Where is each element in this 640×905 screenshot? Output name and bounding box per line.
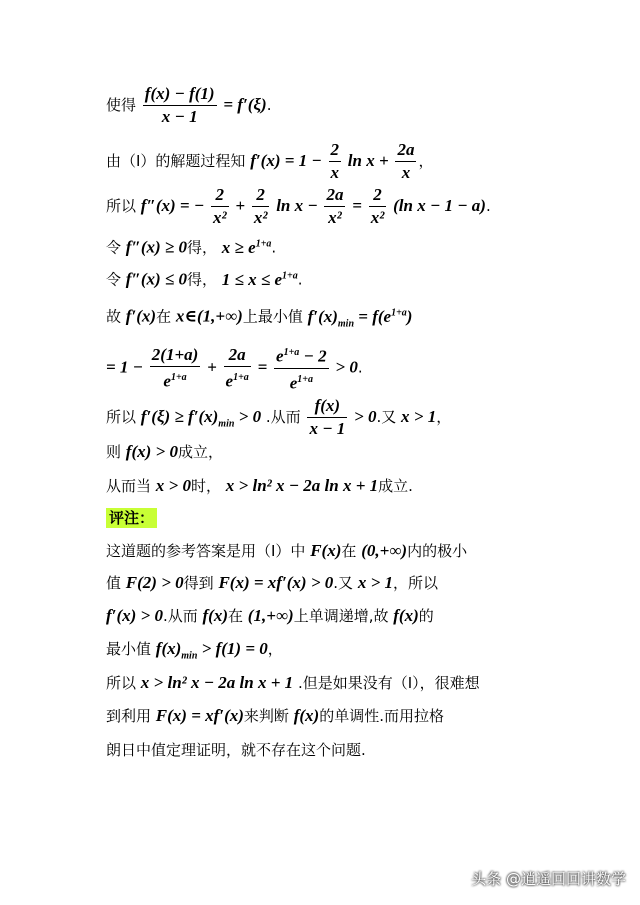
- line-6: 故 f′(x)在 x∈(1,+∞)上最小值 $f'(x)_{min} = f(e^{1+a})$: [106, 306, 413, 330]
- line-9: 则 f(x) > 0成立，: [106, 442, 223, 461]
- line-2: 由（Ⅰ）的解题过程知 f′(x) = 1 − $\frac{2}{x}$ ln x + $\frac{2a}{x}$ ，: [106, 140, 434, 182]
- line-5: 令 f″(x) ≤ 0得， $1 \le x \le e^{1+a}$.: [106, 269, 303, 289]
- line-18: 朗日中值定理证明，就不存在这个问题.: [106, 741, 366, 759]
- line-10: 从而当 x > 0时， x > ln² x − 2a ln x + 1成立.: [106, 476, 413, 495]
- comment-label: [106, 508, 157, 528]
- comment-highlight: 评注：: [106, 508, 157, 528]
- line-4: 令 f″(x) ≥ 0得， $x \ge e^{1+a}$.: [106, 237, 277, 257]
- line-3: 所以 f″(x) = − $\frac{2}{\text{x²}}$ + $\frac{2}{\text{x²}}$ ln x − $\frac{2a}{\text{x²}}$ = $\frac{2}{\text{x²}}$ (ln x − 1 − a).: [106, 185, 491, 227]
- line-16: 所以 x > ln² x − 2a ln x + 1 .但是如果没有（Ⅰ），很难想: [106, 673, 480, 692]
- line-13: 值 F(2) > 0得到 F(x) = xf′(x) > 0.又 x > 1，所以: [106, 573, 439, 592]
- line-14: f′(x) > 0.从而 f(x)在 (1,+∞)上单调递增,故 f(x)的: [106, 606, 434, 625]
- line-7: = 1 − $\frac{2(1+a)}{e^{1+a}}$ + $\frac{2a}{e^{1+a}}$ = $\frac{e^{1+a} - 2}{e^{1+a}}$ > 0.: [106, 344, 363, 393]
- line-12: 这道题的参考答案是用（Ⅰ）中 F(x)在 (0,+∞)内的极小: [106, 541, 468, 560]
- line-15: 最小值 $f(x)_{min} > f(1) = 0$，: [106, 639, 283, 662]
- line-1: 使得 $\frac{f(x) - f(1)}{x - 1}$ = f′(ξ).: [106, 84, 272, 126]
- line-17: 到利用 F(x) = xf′(x)来判断 f(x)的单调性.而用拉格: [106, 706, 444, 725]
- watermark: 头条 @逍遥回回讲数学: [471, 870, 626, 888]
- line-8: 所以 $f'(\xi) \ge f'(x)_{min} > 0$ .从而 $\frac{f(x)}{x - 1}$ > 0.又 x > 1，: [106, 396, 452, 438]
